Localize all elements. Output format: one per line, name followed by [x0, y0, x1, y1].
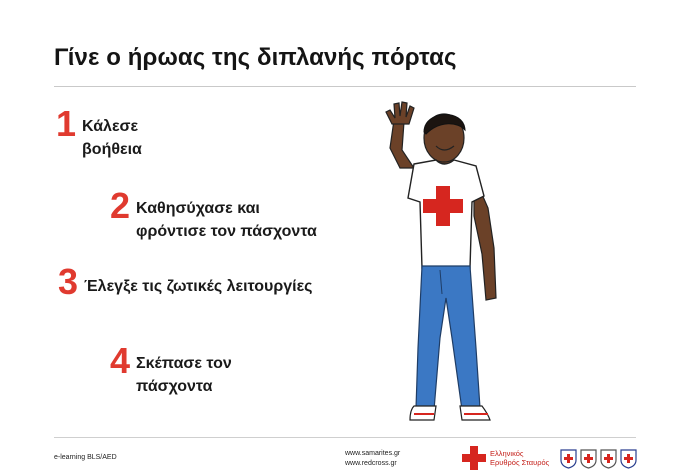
course-label: e-learning BLS/AED [54, 454, 117, 461]
step-1 [56, 103, 142, 161]
step-text: Κάλεσε βοήθεια [82, 118, 142, 158]
title-divider [54, 86, 636, 87]
red-cross-logo [462, 446, 549, 470]
shield-badge-icon [600, 448, 617, 469]
shield-badge-icon [560, 448, 577, 469]
website-links [345, 449, 400, 469]
step-number: 2 [110, 185, 131, 226]
shield-badge-icon [580, 448, 597, 469]
step-text: Καθησύχασε και φρόντισε τον πάσχοντα [136, 200, 317, 240]
step-number: 1 [56, 103, 77, 144]
step-2 [110, 185, 317, 243]
footer-divider [54, 437, 636, 438]
step-text: Έλεγξε τις ζωτικές λειτουργίες [84, 278, 313, 295]
step-4 [110, 340, 232, 398]
partner-badges [560, 448, 637, 469]
organization-name: Ελληνικός Ερυθρός Σταυρός [490, 449, 550, 467]
slide-title: Γίνε ο ήρωας της διπλανής πόρτας [54, 44, 457, 71]
step-3 [58, 261, 313, 302]
red-cross-icon [462, 446, 486, 470]
waving-man-illustration [370, 98, 520, 438]
step-number: 3 [58, 261, 79, 302]
redcross-link[interactable]: www.redcross.gr [345, 460, 397, 467]
step-number: 4 [110, 340, 131, 381]
samarites-link[interactable]: www.samarites.gr [345, 450, 401, 457]
shield-badge-icon [620, 448, 637, 469]
step-text: Σκέπασε τον πάσχοντα [136, 355, 232, 395]
